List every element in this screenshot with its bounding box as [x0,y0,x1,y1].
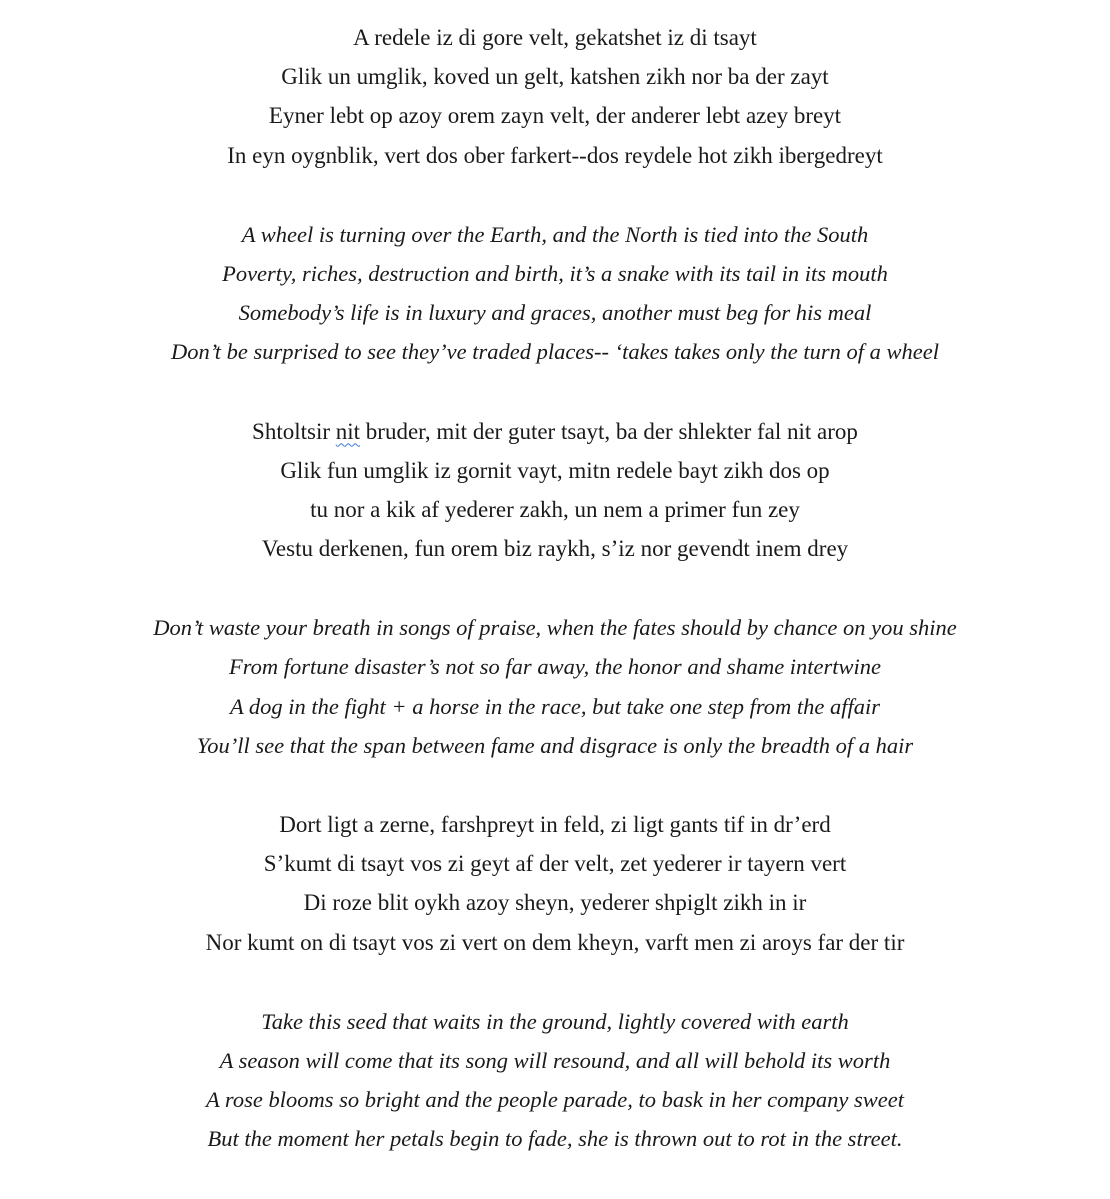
stanza-2-yiddish [0,412,1110,569]
stanza-1-translation [0,215,1110,372]
translation-line: A wheel is turning over the Earth, and the North is tied into the South [241,221,869,247]
translation-line: But the moment her petals begin to fade, she is thrown out to rot in the street. [207,1126,903,1152]
lyric-line [0,412,1110,451]
lyric-text: Shtoltsir [252,418,336,444]
lyric-line: Eyner lebt op azoy orem zayn velt, der anderer lebt azey breyt [268,103,842,129]
translation-line: A season will come that its song will resound, and all will behold its worth [219,1047,891,1073]
stanza-2-translation [0,608,1110,765]
lyric-line: Di roze blit oykh azoy sheyn, yederer shpiglt zikh in ir [303,890,807,916]
lyrics-document [0,18,1110,1199]
lyric-line: tu nor a kik af yederer zakh, un nem a primer fun zey [310,496,800,522]
lyric-line: Glik fun umglik iz gornit vayt, mitn redele bayt zikh dos op [280,457,830,483]
lyric-line: In eyn oygnblik, vert dos ober farkert--dos reydele hot zikh ibergedreyt [227,142,883,168]
lyric-line: Dort ligt a zerne, farshpreyt in feld, zi ligt gants tif in dr’erd [279,812,831,837]
stanza-3-yiddish [0,805,1110,962]
lyric-line: Nor kumt on di tsayt vos zi vert on dem kheyn, varft men zi aroys far der tir [205,929,905,955]
translation-line: Poverty, riches, destruction and birth, it’s a snake with its tail in its mouth [222,260,888,286]
translation-line: Don’t be surprised to see they’ve traded places-- ‘takes takes only the turn of a wheel [171,339,939,365]
lyric-line: Vestu derkenen, fun orem biz raykh, s’iz nor gevendt inem drey [261,536,849,562]
lyric-line: S’kumt di tsayt vos zi geyt af der velt, zet yederer ir tayern vert [263,851,847,877]
translation-line: Take this seed that waits in the ground, lightly covered with earth [261,1008,849,1034]
translation-line: From fortune disaster’s not so far away, the honor and shame intertwine [228,654,882,680]
lyric-text: bruder, mit der guter tsayt, ba der shlekter fal nit arop [360,418,858,444]
translation-line: A rose blooms so bright and the people parade, to bask in her company sweet [205,1087,905,1113]
stanza-3-translation [0,1002,1110,1159]
translation-line: You’ll see that the span between fame and disgrace is only the breadth of a hair [196,732,914,758]
translation-line: A dog in the fight + a horse in the race, but take one step from the affair [229,693,881,719]
translation-line: Somebody’s life is in luxury and graces, another must beg for his meal [238,300,872,326]
lyric-line: A redele iz di gore velt, gekatshet iz di tsayt [353,25,757,50]
stanza-1-yiddish [0,18,1110,175]
translation-line: Don’t waste your breath in songs of praise, when the fates should by chance on you shine [153,615,957,641]
lyric-line: Glik un umglik, koved un gelt, katshen zikh nor ba der zayt [281,64,829,90]
spellcheck-flagged-word[interactable]: nit [335,418,361,444]
